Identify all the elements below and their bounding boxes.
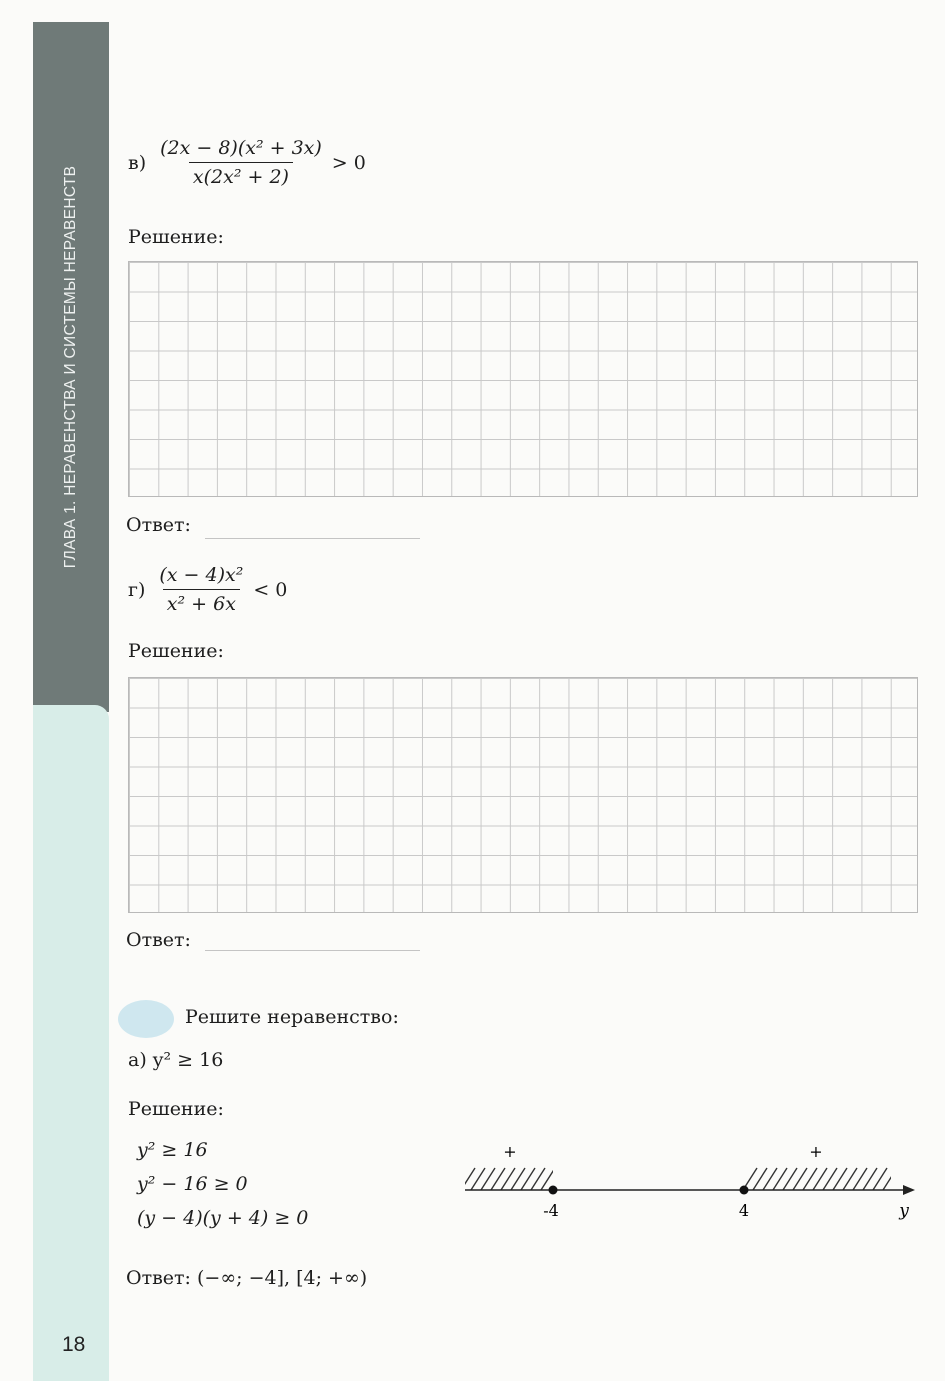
problem-g-relation: < 0 [253,578,288,601]
page-number: 18 [62,1333,86,1356]
point-minus-four [549,1186,558,1195]
sidebar-footer-band [33,705,109,1381]
problem-v-solution-label: Решение: [128,226,224,248]
problem-v-relation: > 0 [331,151,366,174]
solution-step-1: y² ≥ 16 [137,1139,208,1161]
problem-g [128,564,287,615]
problem-g-solution-grid[interactable] [128,677,918,913]
task-number-badge [118,1000,174,1038]
problem-g-numerator: (x − 4)x² [159,564,244,586]
problem-g-solution-label: Решение: [128,640,224,662]
problem-g-denominator: x² + 6x [163,589,240,615]
solution-steps [137,1133,308,1235]
problem-v-letter: в) [128,151,147,174]
solution-step-3: (y − 4)(y + 4) ≥ 0 [137,1207,309,1229]
problem-v-solution-grid[interactable] [128,261,918,497]
sign-right: + [809,1142,823,1161]
problem-g-answer-label: Ответ: [126,929,191,951]
hatch-left [461,1168,555,1190]
task-title: Решите неравенство: [185,1006,399,1028]
problem-g-answer-line[interactable] [205,950,420,951]
problem-v-answer-label: Ответ: [126,514,191,536]
number-line-diagram [455,1130,925,1230]
problem-g-letter: г) [128,578,146,601]
task-answer: Ответ: (−∞; −4], [4; +∞) [126,1267,368,1289]
axis-variable-label: y [899,1201,909,1221]
sign-left: + [503,1142,517,1161]
tick-label-four: 4 [738,1201,750,1220]
tick-label-minus-four: -4 [543,1201,559,1220]
hatch-right [743,1168,897,1190]
task-solution-label: Решение: [128,1098,224,1120]
problem-v [128,137,366,188]
axis-arrow-icon [903,1185,915,1195]
problem-v-answer-line[interactable] [205,538,420,539]
solution-step-2: y² − 16 ≥ 0 [137,1173,248,1195]
point-four [740,1186,749,1195]
chapter-title: ГЛАВА 1. НЕРАВЕНСТВА И СИСТЕМЫ НЕРАВЕНСТВ [62,165,79,569]
problem-v-denominator: x(2x² + 2) [189,162,293,188]
problem-g-fraction [155,564,247,615]
task-part-a: а) y² ≥ 16 [128,1049,224,1071]
problem-v-fraction [156,137,326,188]
problem-v-numerator: (2x − 8)(x² + 3x) [160,137,322,159]
